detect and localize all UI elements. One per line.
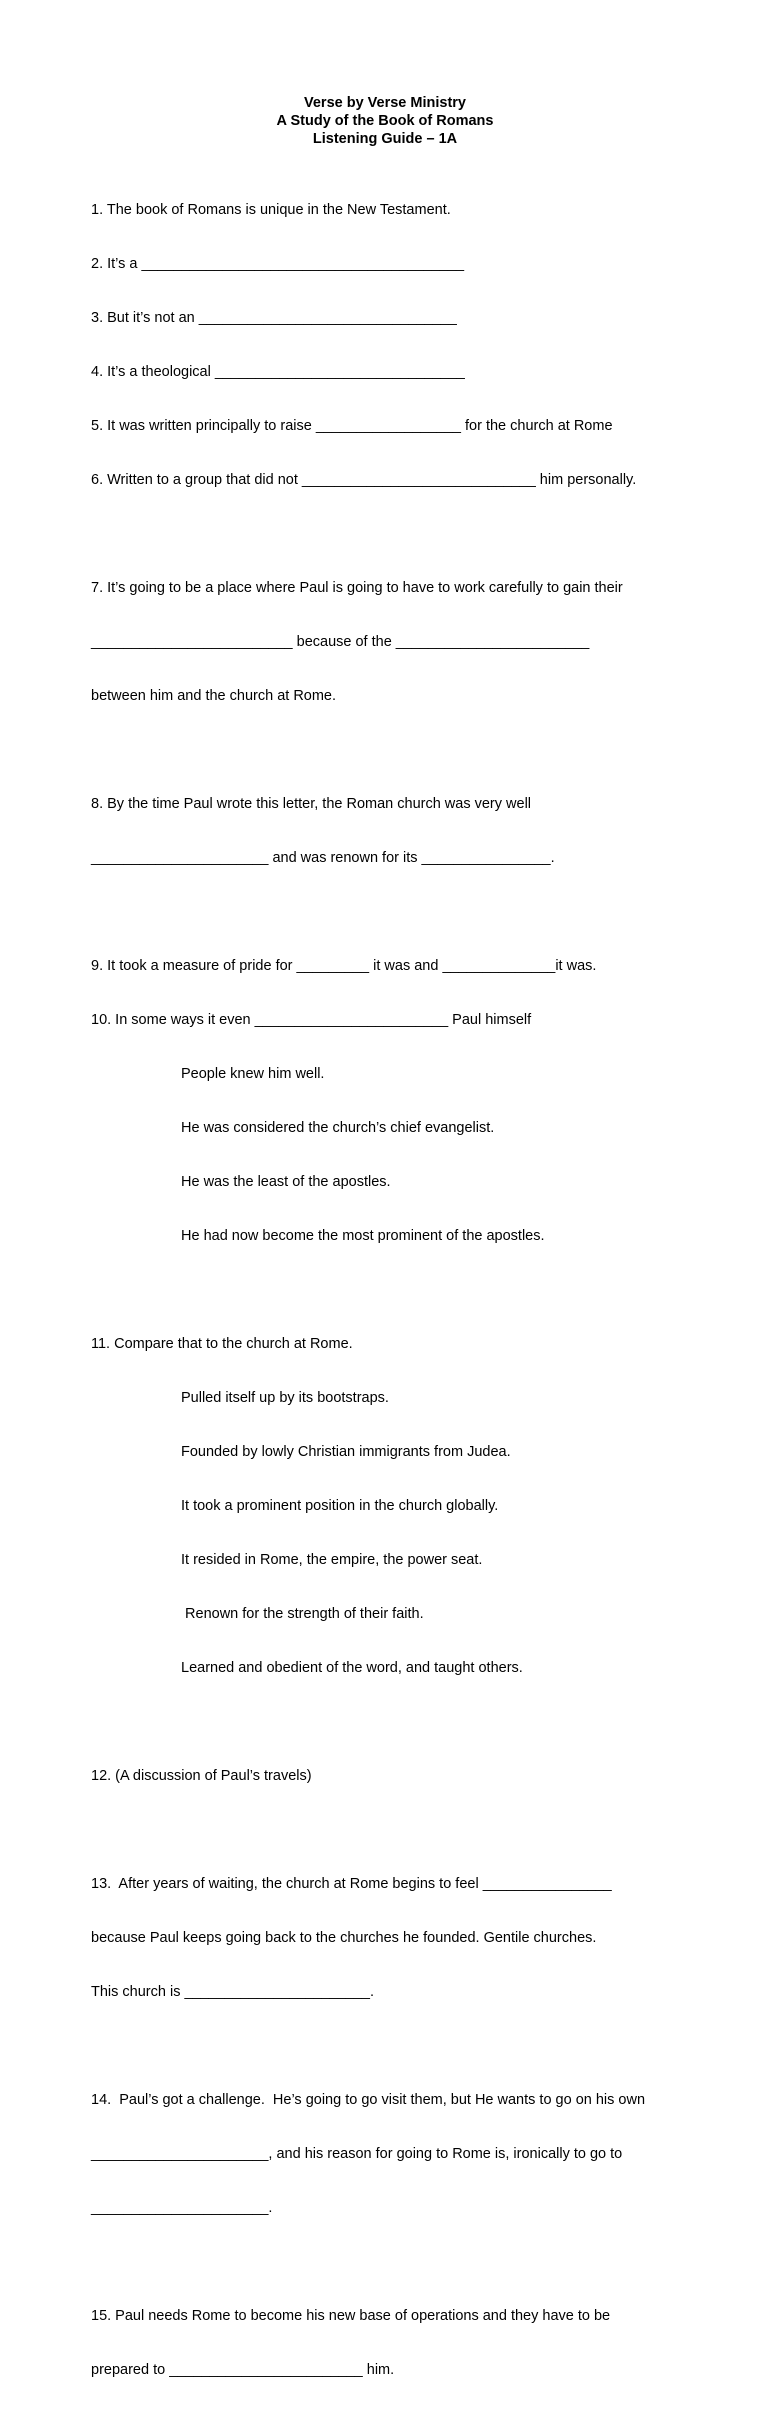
question-3: 3. But it’s not an ________________________________: [91, 310, 457, 326]
question-14-line-2: ______________________, and his reason for going to Rome is, ironically to go to: [91, 2146, 623, 2162]
title-ministry: Verse by Verse Ministry: [303, 95, 466, 111]
title-study: A Study of the Book of Romans: [276, 113, 494, 129]
question-11-point: Pulled itself up by its bootstraps.: [181, 1390, 389, 1406]
question-11-point: It resided in Rome, the empire, the power seat.: [181, 1552, 483, 1568]
question-10-point: People knew him well.: [181, 1066, 325, 1082]
question-7-line-2: _________________________ because of the ________________________: [91, 634, 590, 650]
question-10-point: He had now become the most prominent of the apostles.: [181, 1228, 545, 1244]
question-11: 11. Compare that to the church at Rome.: [91, 1336, 353, 1352]
question-14-line-3: ______________________.: [91, 2200, 273, 2216]
question-15-line-2: prepared to ________________________ him.: [91, 2362, 395, 2378]
title-guide: Listening Guide – 1A: [312, 131, 458, 147]
question-5: 5. It was written principally to raise __________________ for the church at Rome: [91, 418, 613, 434]
question-11-point: Founded by lowly Christian immigrants from Judea.: [181, 1444, 511, 1460]
question-13-line-1: 13. After years of waiting, the church at Rome begins to feel ________________: [91, 1876, 612, 1892]
question-13-line-2: because Paul keeps going back to the churches he founded. Gentile churches.: [91, 1930, 597, 1946]
question-11-point: It took a prominent position in the church globally.: [181, 1498, 499, 1514]
question-14-line-1: 14. Paul’s got a challenge. He’s going to go visit them, but He wants to go on his own: [91, 2092, 646, 2108]
question-9: 9. It took a measure of pride for _________ it was and ______________it was.: [91, 958, 597, 974]
question-11-point: Renown for the strength of their faith.: [181, 1606, 424, 1622]
question-7-line-1: 7. It’s going to be a place where Paul is going to have to work carefully to gain their: [91, 580, 623, 596]
question-8-line-1: 8. By the time Paul wrote this letter, the Roman church was very well: [91, 796, 532, 812]
question-4: 4. It’s a theological _______________________________: [91, 364, 465, 380]
question-6: 6. Written to a group that did not _____________________________ him personally.: [91, 472, 637, 488]
question-2: 2. It’s a ________________________________________: [91, 256, 465, 272]
question-11-point: Learned and obedient of the word, and taught others.: [181, 1660, 523, 1676]
question-10-point: He was considered the church’s chief evangelist.: [181, 1120, 495, 1136]
question-10: 10. In some ways it even ________________________ Paul himself: [91, 1012, 532, 1028]
question-8-line-2: ______________________ and was renown for its ________________.: [91, 850, 555, 866]
question-12: 12. (A discussion of Paul’s travels): [91, 1768, 312, 1784]
question-15-line-1: 15. Paul needs Rome to become his new base of operations and they have to be: [91, 2308, 611, 2324]
question-13-line-3: This church is _______________________.: [91, 1984, 374, 2000]
question-7-line-3: between him and the church at Rome.: [91, 688, 337, 704]
question-1: 1. The book of Romans is unique in the New Testament.: [91, 202, 451, 218]
question-10-point: He was the least of the apostles.: [181, 1174, 391, 1190]
document-title: [0, 94, 770, 148]
listening-guide-body: [91, 165, 691, 2415]
